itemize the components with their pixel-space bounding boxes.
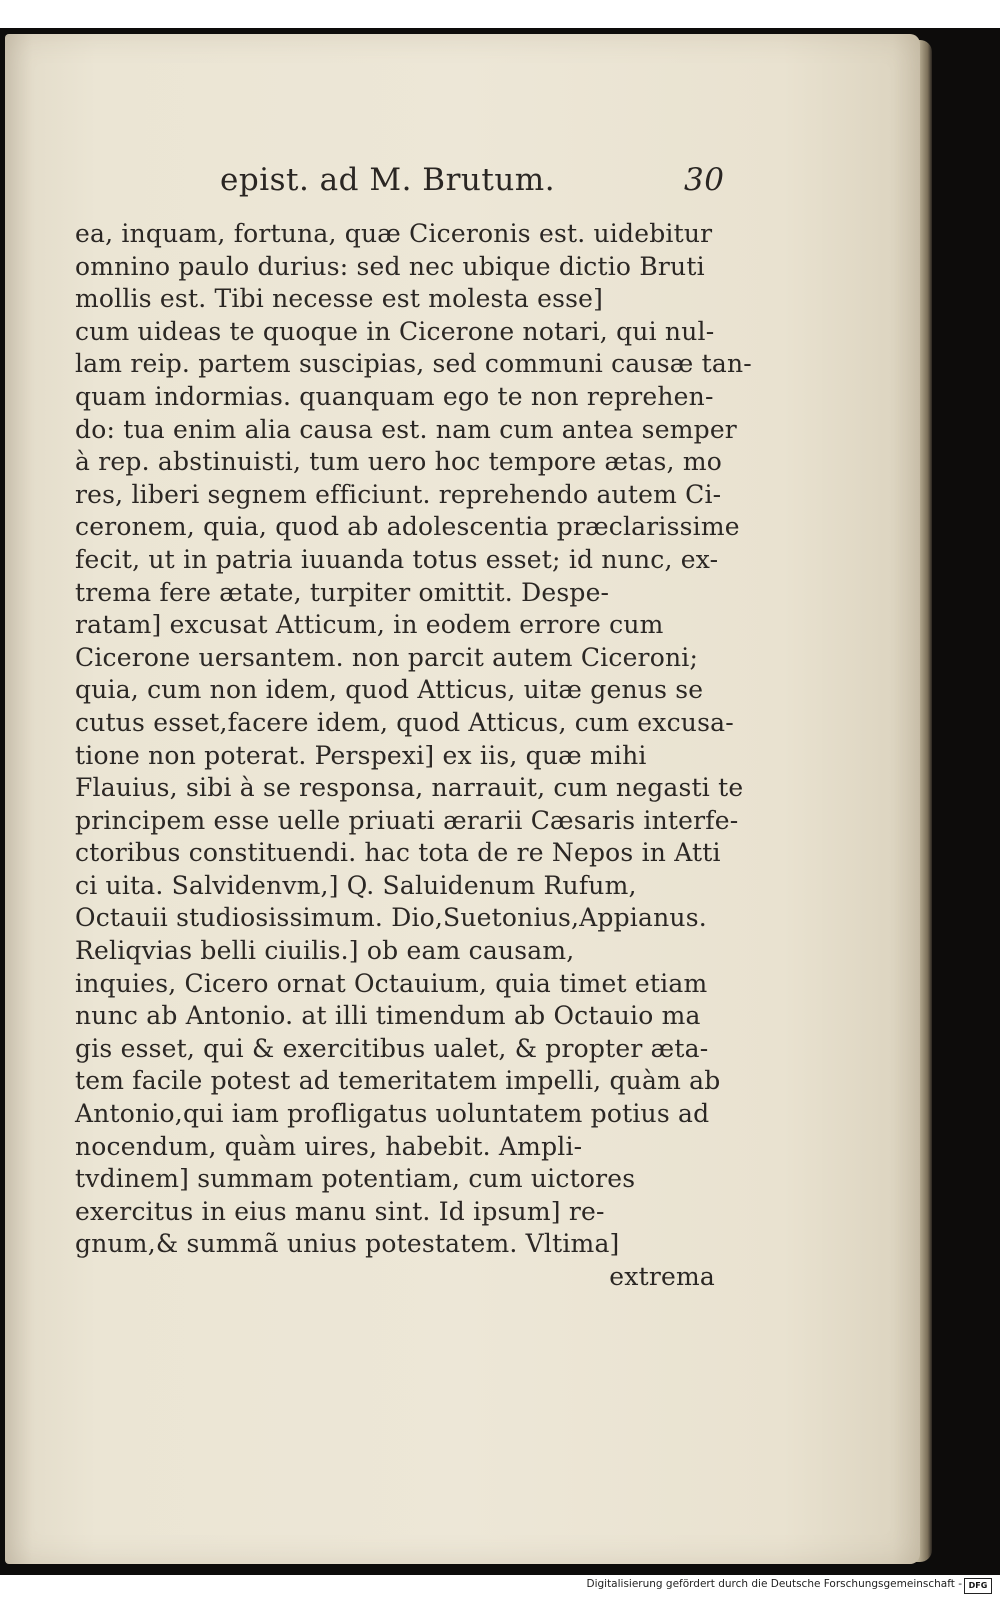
text-line: ratam] excusat Atticum, in eodem errore cum: [75, 610, 664, 640]
text-line: do: tua enim alia causa est. nam cum antea semper: [75, 414, 737, 444]
text-line: quia, cum non idem, quod Atticus, uitæ genus se: [75, 675, 704, 705]
text-line: tem facile potest ad temeritatem impelli, quàm ab: [75, 1066, 721, 1096]
text-line: Cicerone uersantem. non parcit autem Ciceroni;: [75, 642, 699, 672]
text-line: ceronem, quia, quod ab adolescentia præclarissime: [75, 512, 740, 542]
text-line: Octauii studiosissimum. Dio,Suetonius,Appianus.: [75, 903, 707, 933]
text-line: omnino paulo durius: sed nec ubique dictio Bruti: [75, 251, 705, 281]
text-line: lam reip. partem suscipias, sed communi causæ tan-: [75, 349, 752, 379]
dfg-logo-icon: DFG: [964, 1578, 992, 1594]
text-line: nunc ab Antonio. at illi timendum ab Octauio ma: [75, 1001, 701, 1031]
text-line: quam indormias. quanquam ego te non reprehen-: [75, 381, 714, 411]
running-head-title: epist. ad M. Brutum.: [220, 162, 556, 198]
text-line: ctoribus constituendi. hac tota de re Nepos in Atti: [75, 838, 721, 868]
catchword: extrema: [609, 1262, 715, 1291]
text-line: cutus esset,facere idem, quod Atticus, cum excusa-: [75, 707, 734, 737]
text-line: tvdinem] summam potentiam, cum uictores: [75, 1164, 636, 1194]
text-line: inquies, Cicero ornat Octauium, quia timet etiam: [75, 968, 708, 998]
text-line: exercitus in eius manu sint. Id ipsum] re-: [75, 1196, 605, 1226]
text-line: nocendum, quàm uires, habebit. Ampli-: [75, 1131, 583, 1161]
text-line: res, liberi segnem efficiunt. reprehendo autem Ci-: [75, 479, 722, 509]
text-line: ci uita. Salvidenvm,] Q. Saluidenum Rufum,: [75, 870, 637, 900]
text-line: fecit, ut in patria iuuanda totus esset; id nunc, ex-: [75, 544, 719, 574]
text-line: Flauius, sibi à se responsa, narrauit, cum negasti te: [75, 773, 744, 803]
text-line: gis esset, qui & exercitibus ualet, & propter æta-: [75, 1033, 709, 1063]
text-line: gnum,& summã unius potestatem. Vltima]: [75, 1229, 620, 1259]
funding-credit: Digitalisierung gefördert durch die Deutsche Forschungsgemeinschaft -: [586, 1578, 962, 1590]
text-line: à rep. abstinuisti, tum uero hoc tempore ætas, mo: [75, 447, 723, 477]
commentary-text: [75, 218, 752, 1294]
text-line: ea, inquam, fortuna, quæ Ciceronis est. uidebitur: [75, 219, 713, 248]
text-line: Antonio,qui iam profligatus uoluntatem potius ad: [75, 1099, 710, 1129]
text-line: Reliqvias belli ciuilis.] ob eam causam,: [75, 936, 575, 966]
text-line: trema fere ætate, turpiter omittit. Despe-: [75, 577, 610, 607]
text-line: mollis est. Tibi necesse est molesta esse]: [75, 284, 604, 314]
text-line: principem esse uelle priuati ærarii Cæsaris interfe-: [75, 805, 739, 835]
folio-number: 30: [684, 162, 725, 198]
text-line: tione non poterat. Perspexi] ex iis, quæ mihi: [75, 740, 647, 770]
text-line: cum uideas te quoque in Cicerone notari, qui nul-: [75, 316, 715, 346]
